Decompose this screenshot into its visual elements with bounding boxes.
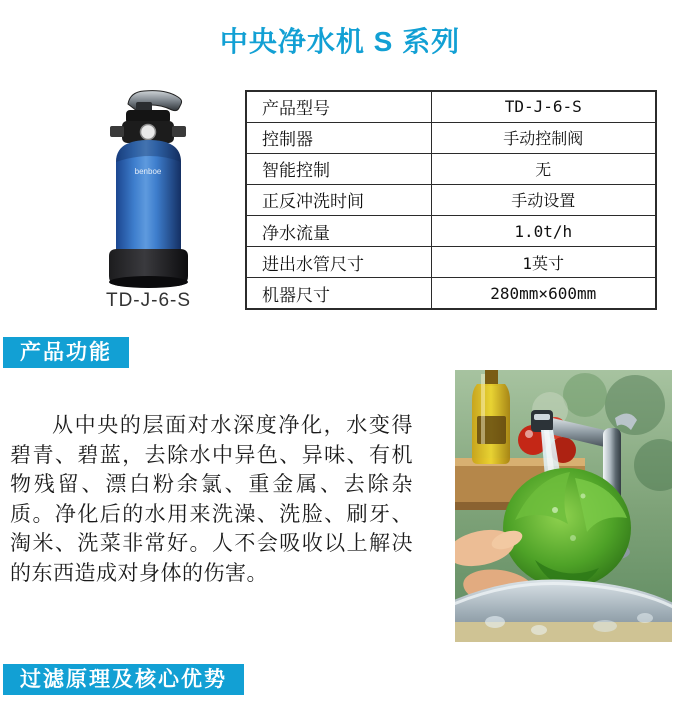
spec-value: 1.0t/h (431, 216, 656, 247)
spec-table (245, 90, 657, 310)
spec-label: 控制器 (246, 122, 431, 153)
section-heading-features: 产品功能 (3, 337, 129, 368)
page-title: 中央净水机 S 系列 (219, 26, 461, 57)
spec-label: 净水流量 (246, 216, 431, 247)
spec-value: 无 (431, 153, 656, 184)
feature-paragraph: 从中央的层面对水深度净化，水变得碧青、碧蓝，去除水中异色、异味、有机物残留、漂白粉余氯、重金属、去除杂质。净化后的水用来洗澡、洗脸、刷牙、淘米、洗菜非常好。人不会吸收以上解决的东西造成对身体的伤害。 (10, 414, 413, 585)
spec-value: 1英寸 (431, 247, 656, 278)
washing-vegetables-illustration (455, 370, 672, 642)
product-model-caption: TD-J-6-S (105, 290, 192, 311)
table-row (246, 91, 656, 122)
spec-label: 智能控制 (246, 153, 431, 184)
water-filter-tank-icon (76, 88, 221, 288)
tank-logo-text: benboe (134, 167, 162, 176)
spec-label: 机器尺寸 (246, 278, 431, 309)
section-heading-filtration: 过滤原理及核心优势 (3, 664, 244, 695)
spec-value: TD-J-6-S (431, 91, 656, 122)
table-row (246, 278, 656, 309)
table-row (246, 247, 656, 278)
product-image (76, 88, 221, 288)
spec-label: 产品型号 (246, 91, 431, 122)
spec-value: 手动控制阀 (431, 122, 656, 153)
spec-label: 正反冲洗时间 (246, 184, 431, 215)
spec-label: 进出水管尺寸 (246, 247, 431, 278)
spec-value: 280mm×600mm (431, 278, 656, 309)
table-row (246, 184, 656, 215)
spec-value: 手动设置 (431, 184, 656, 215)
washing-vegetables-photo (455, 370, 672, 642)
table-row (246, 216, 656, 247)
spec-table-body (246, 91, 656, 309)
table-row (246, 122, 656, 153)
table-row (246, 153, 656, 184)
